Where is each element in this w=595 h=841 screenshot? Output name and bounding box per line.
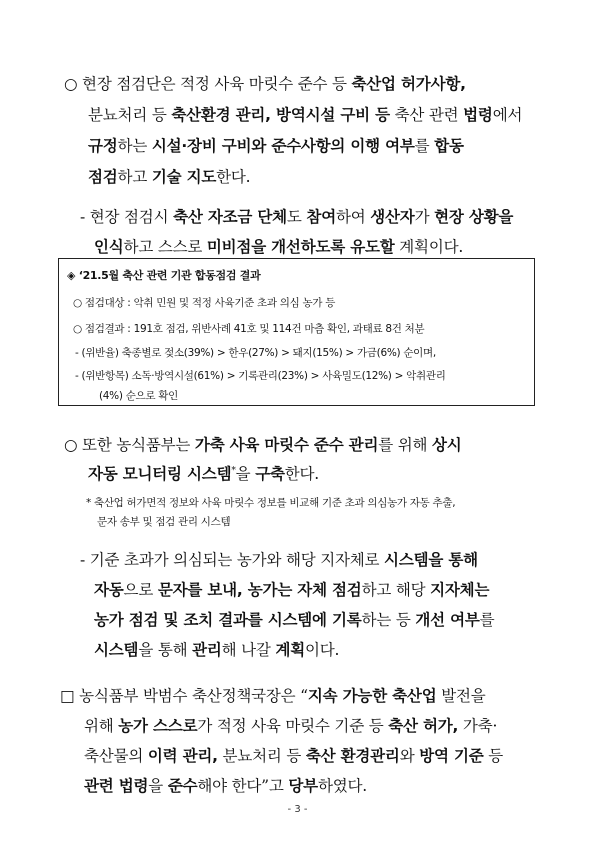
text-run: 하고 <box>117 168 152 186</box>
text-run: 축산 관련 <box>389 106 464 124</box>
text-run: 규정 <box>88 137 118 155</box>
text-run: 하고 스스로 <box>123 238 207 256</box>
page-number: - 3 - <box>287 804 308 815</box>
text-run: 를 <box>414 137 435 155</box>
para5-line2 <box>84 714 497 736</box>
text-run: 발전을 <box>436 687 486 705</box>
text-run: 를 <box>479 611 495 629</box>
text-run: 농가 스스로 <box>118 717 198 735</box>
text-run: 하였다. <box>317 777 367 795</box>
para5-line3 <box>84 744 503 766</box>
footnote-marker: * <box>231 465 236 476</box>
text-run: 분뇨처리 등 <box>88 106 172 124</box>
para3-line2: 자동 모니터링 시스템*을 구축한다. <box>88 465 320 483</box>
text-run: 합동 <box>434 137 464 155</box>
text-run: 해야 한다”고 <box>197 777 289 795</box>
text-run: 인식 <box>94 238 124 256</box>
text-run: 를 위해 <box>378 436 432 454</box>
para3-line1 <box>64 433 462 455</box>
text-run: 을 통해 <box>138 641 193 659</box>
para3-monitoring-system: 자동 모니터링 시스템 <box>88 465 232 483</box>
text-run: 관리 <box>192 641 222 659</box>
text-run: 위해 <box>84 717 119 735</box>
text-run: 참여 <box>306 208 336 226</box>
text-run: 에서 <box>492 106 523 124</box>
para1-line2 <box>88 103 522 125</box>
text-run: 계획 <box>275 641 305 659</box>
text-run: 법령 <box>463 106 493 124</box>
footnote-line2: 문자 송부 및 점검 관리 시스템 <box>97 516 231 528</box>
text-run: 농가 점검 및 조치 결과를 시스템에 기록 <box>94 611 362 629</box>
inspection-results-box <box>58 258 535 406</box>
text-run: 등 <box>483 747 504 765</box>
para1-line1 <box>64 72 466 94</box>
text-run: 도 <box>286 208 307 226</box>
box-line-violation-items: - (위반항목) 소독·방역시설(61%) > 기록관리(23%) > 사육밀도(12%) > 악취관리 <box>75 370 446 382</box>
text-run: ○ 또한 농식품부는 <box>64 436 195 454</box>
text-run: 이다. <box>304 641 340 659</box>
text-run: 가 <box>414 208 435 226</box>
box-line-result: ○ 점검결과 : 191호 점검, 위반사례 41호 및 114건 마츰 확인, 과태료 8건 처분 <box>73 323 425 335</box>
text-run: ○ 현장 점검단은 적정 사육 마릿수 준수 등 <box>64 75 352 93</box>
para5-line4 <box>84 774 367 796</box>
text-run: 한다. <box>216 168 251 186</box>
box-line-violation-items-cont: (4%) 순으로 확인 <box>99 390 178 402</box>
text-run: - 현장 점검시 <box>80 208 174 226</box>
text-run: 가축· <box>458 717 498 735</box>
para2-line1 <box>80 205 513 227</box>
text-run: 현장 상황을 <box>434 208 514 226</box>
text-run: 가축 사육 마릿수 준수 관리 <box>194 436 379 454</box>
text-run: 이력 관리, <box>147 747 218 765</box>
box-line-violation-rate: - (위반율) 축종별로 젖소(39%) > 한우(27%) > 돼지(15%) > 가금(6%) 순이며, <box>75 347 436 359</box>
text-run: 축산환경 관리, 방역시설 구비 등 <box>171 106 390 124</box>
text-run: 와 <box>399 747 420 765</box>
para4-line3 <box>94 608 494 630</box>
para5-line1 <box>60 684 486 706</box>
para1-line3 <box>88 134 464 156</box>
text-run: 축산 자조금 단체 <box>173 208 287 226</box>
text-run: 분뇨처리 등 <box>217 747 306 765</box>
text-run: □ 농식품부 박범수 축산정책국장은 “ <box>60 687 308 705</box>
text-run: 하고 해당 <box>361 581 431 599</box>
text-run: 축산 환경관리 <box>305 747 400 765</box>
para2-line2 <box>94 235 463 257</box>
text-run: 문자를 보내, 농가는 자체 점검 <box>157 581 362 599</box>
box-line-target: ○ 점검대상 : 악취 민원 및 적정 사육기준 초과 의심 농가 등 <box>73 297 336 309</box>
para4-line1 <box>80 548 478 570</box>
text-run: 준수 <box>167 777 198 795</box>
text-run: 자동 <box>94 581 124 599</box>
para4-line4 <box>94 638 339 660</box>
text-run: 계획이다. <box>394 238 464 256</box>
text-run: 축산 허가, <box>388 717 459 735</box>
text-run: 생산자 <box>370 208 415 226</box>
text-run: 상시 <box>432 436 462 454</box>
text-run: 관련 법령 <box>84 777 149 795</box>
text-run: 을 <box>148 777 168 795</box>
text-run: 하는 등 <box>361 611 416 629</box>
text-run: 으로 <box>123 581 158 599</box>
text-run: 기술 지도 <box>151 168 217 186</box>
text-run: 점검 <box>88 168 118 186</box>
footnote-line1: * 축산업 허가면적 정보와 사육 마릿수 정보를 비교해 기준 초과 의심농가 자동 추출, <box>86 497 456 509</box>
text-run: 개선 여부 <box>415 611 480 629</box>
text-run: 시스템 <box>94 641 139 659</box>
box-title: ◈ ‘21.5월 축산 관련 기관 합동점검 결과 <box>67 269 261 282</box>
text-run: - 기준 초과가 의심되는 농가와 해당 지자체로 <box>80 551 385 569</box>
text-run: 해 나갈 <box>221 641 276 659</box>
para4-line2 <box>94 578 489 600</box>
para1-line4 <box>88 165 250 187</box>
text-run: 당부 <box>288 777 318 795</box>
text-run: 하여 <box>335 208 371 226</box>
text-run: 방역 기준 <box>419 747 484 765</box>
text-run: 시설·장비 구비와 준수사항의 이행 여부 <box>151 137 415 155</box>
text-run: 지자체는 <box>430 581 490 599</box>
text-run: 축산업 허가사항, <box>351 75 466 93</box>
text-run: 가 적정 사육 마릿수 기준 등 <box>197 717 389 735</box>
text-run: 시스템을 통해 <box>384 551 478 569</box>
text-run: 축산물의 <box>84 747 148 765</box>
text-run: 미비점을 개선하도록 유도할 <box>206 238 395 256</box>
text-run: 하는 <box>117 137 152 155</box>
text-run: 지속 가능한 축산업 <box>307 687 437 705</box>
